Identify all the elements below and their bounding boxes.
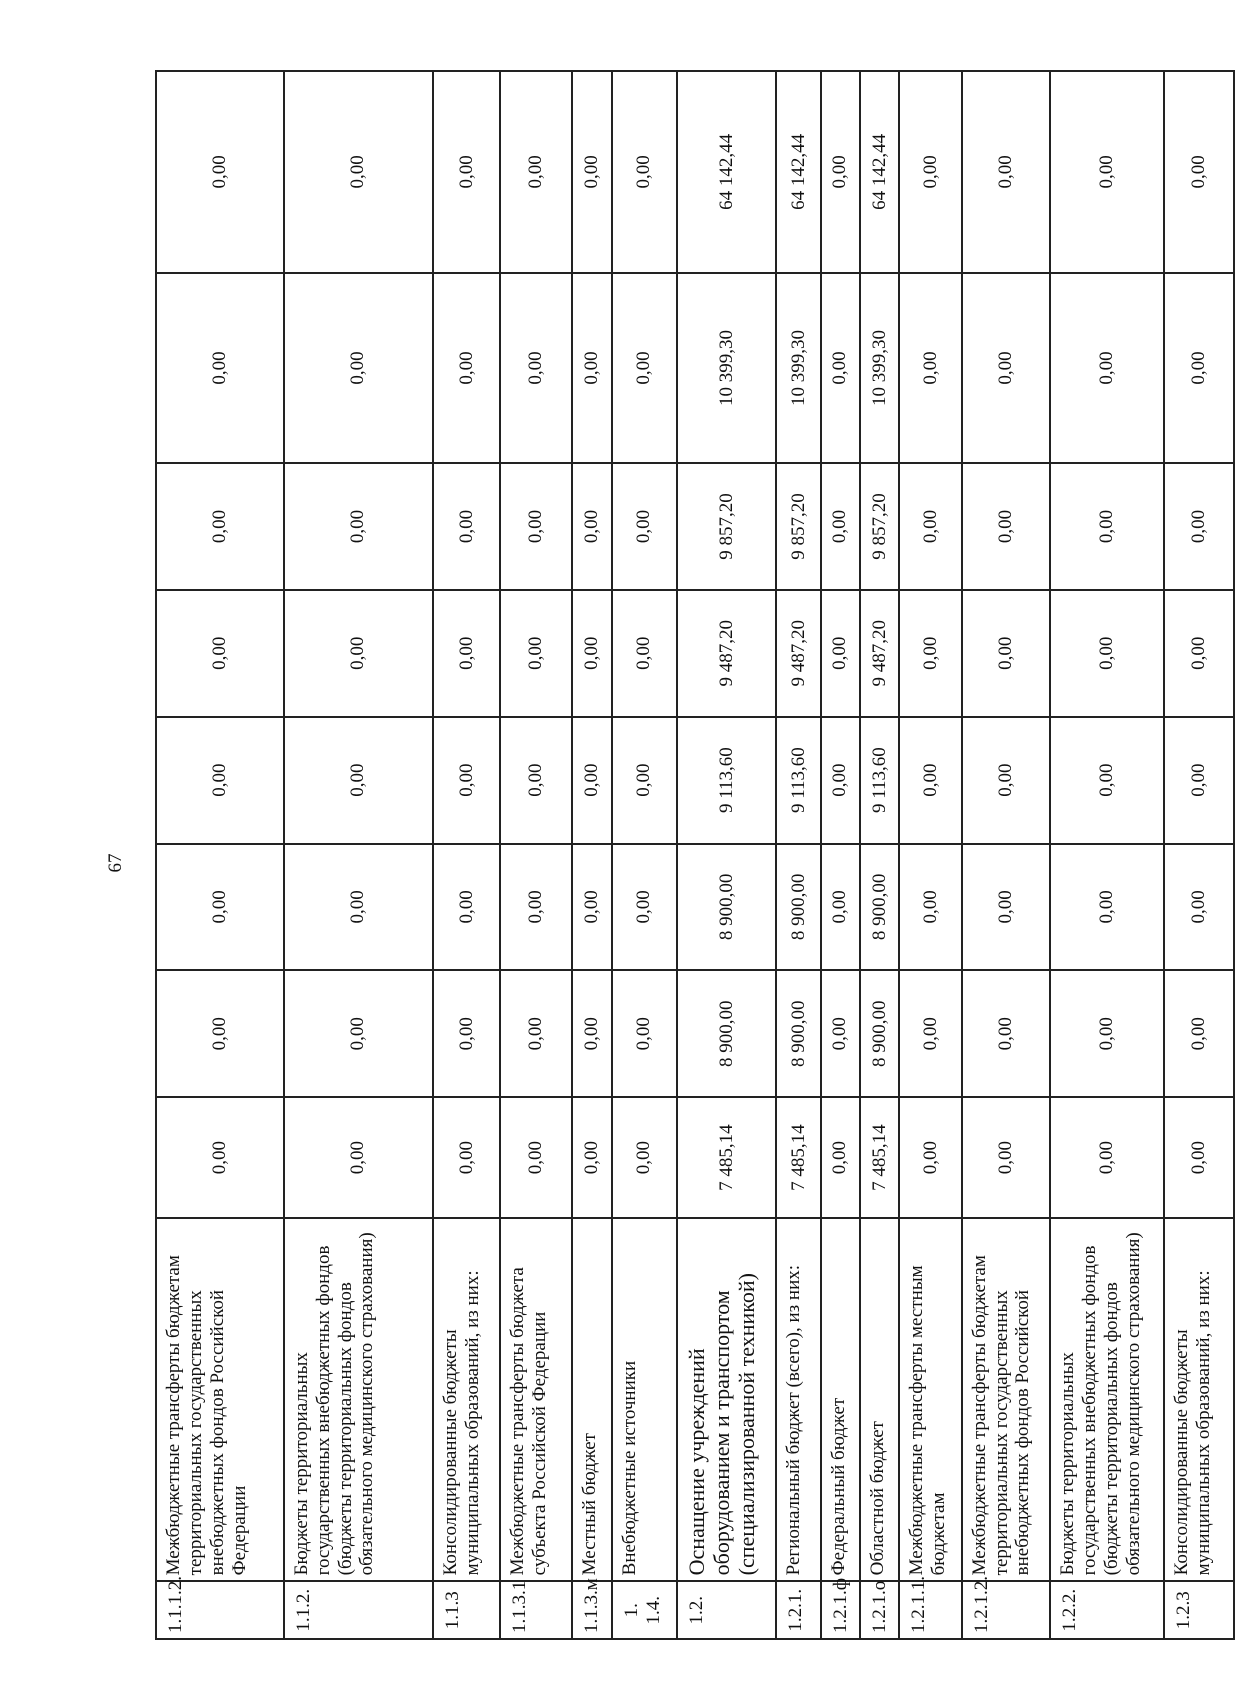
row-value-1: 0,00 <box>821 1097 860 1218</box>
row-value-8: 64 142,44 <box>677 71 777 273</box>
row-value-8: 0,00 <box>612 71 677 273</box>
row-value-3: 0,00 <box>156 844 284 971</box>
row-name: Бюджеты территориальных государственных внебюджетных фондов (бюджеты территориальных фондов обязательного медицинского страхования) <box>284 1218 433 1581</box>
row-value-6: 0,00 <box>500 463 572 590</box>
row-value-5: 0,00 <box>962 590 1050 717</box>
row-code: 1.2.1.1. <box>899 1581 961 1639</box>
row-value-7: 10 399,30 <box>860 273 899 463</box>
row-value-5: 0,00 <box>612 590 677 717</box>
row-value-3: 0,00 <box>612 844 677 971</box>
row-value-4: 0,00 <box>899 717 961 844</box>
row-value-1: 7 485,14 <box>776 1097 820 1218</box>
row-value-5: 0,00 <box>156 590 284 717</box>
row-value-1: 0,00 <box>433 1097 500 1218</box>
row-value-1: 0,00 <box>156 1097 284 1218</box>
row-value-2: 0,00 <box>284 970 433 1097</box>
row-code: 1.2.1. <box>776 1581 820 1639</box>
row-value-5: 9 487,20 <box>776 590 820 717</box>
row-value-3: 0,00 <box>572 844 611 971</box>
row-value-8: 0,00 <box>433 71 500 273</box>
table-row <box>899 71 961 1639</box>
row-value-8: 0,00 <box>821 71 860 273</box>
row-value-8: 64 142,44 <box>860 71 899 273</box>
row-value-4: 9 113,60 <box>776 717 820 844</box>
row-value-7: 0,00 <box>500 273 572 463</box>
row-code: 1.1.3.1 <box>500 1581 572 1639</box>
row-value-1: 7 485,14 <box>860 1097 899 1218</box>
table-row <box>156 71 284 1639</box>
row-value-6: 0,00 <box>1164 463 1234 590</box>
row-value-7: 0,00 <box>899 273 961 463</box>
row-value-5: 0,00 <box>1050 590 1164 717</box>
row-value-8: 0,00 <box>1164 71 1234 273</box>
row-value-2: 0,00 <box>899 970 961 1097</box>
row-value-2: 0,00 <box>433 970 500 1097</box>
row-value-6: 0,00 <box>572 463 611 590</box>
row-value-7: 0,00 <box>284 273 433 463</box>
row-value-5: 0,00 <box>899 590 961 717</box>
row-code: 1.2.3 <box>1164 1581 1234 1639</box>
table-row <box>433 71 500 1639</box>
row-value-5: 0,00 <box>433 590 500 717</box>
row-name: Областной бюджет <box>860 1218 899 1581</box>
row-value-5: 9 487,20 <box>860 590 899 717</box>
row-value-2: 8 900,00 <box>776 970 820 1097</box>
row-value-6: 0,00 <box>962 463 1050 590</box>
table-row <box>1164 71 1234 1639</box>
table-row <box>677 71 777 1639</box>
row-value-4: 0,00 <box>433 717 500 844</box>
row-value-3: 0,00 <box>433 844 500 971</box>
row-name: Федеральный бюджет <box>821 1218 860 1581</box>
row-value-3: 0,00 <box>1164 844 1234 971</box>
row-name: Внебюджетные источники <box>612 1218 677 1581</box>
row-value-2: 0,00 <box>500 970 572 1097</box>
row-value-4: 0,00 <box>821 717 860 844</box>
row-value-2: 0,00 <box>156 970 284 1097</box>
row-value-1: 0,00 <box>1164 1097 1234 1218</box>
row-value-8: 0,00 <box>572 71 611 273</box>
row-value-4: 0,00 <box>572 717 611 844</box>
row-value-2: 0,00 <box>1164 970 1234 1097</box>
row-code: 1.1.2. <box>284 1581 433 1639</box>
row-value-4: 0,00 <box>962 717 1050 844</box>
row-code: 1.1.3 <box>433 1581 500 1639</box>
row-name: Консолидированные бюджеты муниципальных образований, из них: <box>1164 1218 1234 1581</box>
row-value-3: 8 900,00 <box>677 844 777 971</box>
row-value-3: 0,00 <box>899 844 961 971</box>
row-value-3: 0,00 <box>500 844 572 971</box>
table-row <box>962 71 1050 1639</box>
row-name: Межбюджетные трансферты бюджетам территориальных государственных внебюджетных фондов Российской <box>962 1218 1050 1581</box>
row-value-7: 10 399,30 <box>677 273 777 463</box>
row-code: 1.2.1.2. <box>962 1581 1050 1639</box>
row-value-2: 8 900,00 <box>677 970 777 1097</box>
row-value-8: 0,00 <box>962 71 1050 273</box>
row-value-3: 0,00 <box>284 844 433 971</box>
row-code: 1.1.1.2. <box>156 1581 284 1639</box>
row-value-4: 0,00 <box>612 717 677 844</box>
row-value-4: 0,00 <box>1164 717 1234 844</box>
row-code: 1.2.2. <box>1050 1581 1164 1639</box>
row-value-1: 7 485,14 <box>677 1097 777 1218</box>
row-value-7: 0,00 <box>1050 273 1164 463</box>
row-value-6: 0,00 <box>284 463 433 590</box>
table-body <box>156 71 1234 1639</box>
table-row <box>572 71 611 1639</box>
row-value-4: 0,00 <box>500 717 572 844</box>
row-value-6: 0,00 <box>821 463 860 590</box>
row-value-8: 64 142,44 <box>776 71 820 273</box>
row-value-1: 0,00 <box>612 1097 677 1218</box>
budget-table <box>155 70 1235 1640</box>
row-value-2: 0,00 <box>572 970 611 1097</box>
row-value-8: 0,00 <box>1050 71 1164 273</box>
rotated-table-frame <box>155 70 1235 1640</box>
row-value-2: 0,00 <box>962 970 1050 1097</box>
row-value-6: 9 857,20 <box>860 463 899 590</box>
row-value-6: 0,00 <box>1050 463 1164 590</box>
row-value-7: 0,00 <box>962 273 1050 463</box>
row-value-1: 0,00 <box>899 1097 961 1218</box>
row-value-6: 9 857,20 <box>776 463 820 590</box>
row-value-2: 8 900,00 <box>860 970 899 1097</box>
row-value-4: 0,00 <box>156 717 284 844</box>
row-value-7: 10 399,30 <box>776 273 820 463</box>
row-value-4: 9 113,60 <box>677 717 777 844</box>
row-value-3: 0,00 <box>821 844 860 971</box>
row-value-4: 9 113,60 <box>860 717 899 844</box>
row-value-1: 0,00 <box>962 1097 1050 1218</box>
table-row <box>776 71 820 1639</box>
row-value-3: 8 900,00 <box>860 844 899 971</box>
row-value-6: 9 857,20 <box>677 463 777 590</box>
table-row <box>821 71 860 1639</box>
table-row <box>612 71 677 1639</box>
row-value-5: 0,00 <box>572 590 611 717</box>
row-name: Межбюджетные трансферты местным бюджетам <box>899 1218 961 1581</box>
row-code: 1.2.1.ф <box>821 1581 860 1639</box>
row-value-1: 0,00 <box>572 1097 611 1218</box>
row-value-7: 0,00 <box>821 273 860 463</box>
table-row <box>860 71 899 1639</box>
row-value-7: 0,00 <box>156 273 284 463</box>
row-value-3: 0,00 <box>962 844 1050 971</box>
row-code: 1. 1.4. <box>612 1581 677 1639</box>
row-value-6: 0,00 <box>899 463 961 590</box>
row-code: 1.2. <box>677 1581 777 1639</box>
row-code: 1.1.3.м <box>572 1581 611 1639</box>
row-value-3: 8 900,00 <box>776 844 820 971</box>
row-value-2: 0,00 <box>1050 970 1164 1097</box>
row-value-5: 0,00 <box>821 590 860 717</box>
row-value-6: 0,00 <box>433 463 500 590</box>
row-value-5: 0,00 <box>1164 590 1234 717</box>
row-code: 1.2.1.о <box>860 1581 899 1639</box>
row-value-3: 0,00 <box>1050 844 1164 971</box>
row-value-5: 0,00 <box>500 590 572 717</box>
row-value-1: 0,00 <box>284 1097 433 1218</box>
row-name: Консолидированные бюджеты муниципальных образований, из них: <box>433 1218 500 1581</box>
row-value-2: 0,00 <box>821 970 860 1097</box>
row-name: Региональный бюджет (всего), из них: <box>776 1218 820 1581</box>
row-value-8: 0,00 <box>899 71 961 273</box>
row-value-7: 0,00 <box>572 273 611 463</box>
row-value-8: 0,00 <box>284 71 433 273</box>
page-number: 67 <box>105 853 126 873</box>
row-value-1: 0,00 <box>1050 1097 1164 1218</box>
row-name: Местный бюджет <box>572 1218 611 1581</box>
row-value-7: 0,00 <box>433 273 500 463</box>
row-name: Межбюджетные трансферты бюджетам территориальных государственных внебюджетных фондов Российской Федерации <box>156 1218 284 1581</box>
row-name: Бюджеты территориальных государственных внебюджетных фондов (бюджеты территориальных фондов обязательного медицинского страхования) <box>1050 1218 1164 1581</box>
row-value-5: 9 487,20 <box>677 590 777 717</box>
row-value-2: 0,00 <box>612 970 677 1097</box>
row-value-1: 0,00 <box>500 1097 572 1218</box>
row-value-6: 0,00 <box>156 463 284 590</box>
row-name: Оснащение учреждений оборудованием и транспортом (специализированной техникой) <box>677 1218 777 1581</box>
table-row <box>284 71 433 1639</box>
table-row <box>500 71 572 1639</box>
row-value-7: 0,00 <box>612 273 677 463</box>
row-value-5: 0,00 <box>284 590 433 717</box>
row-name: Межбюджетные трансферты бюджета субъекта Российской Федерации <box>500 1218 572 1581</box>
row-value-6: 0,00 <box>612 463 677 590</box>
row-value-8: 0,00 <box>156 71 284 273</box>
row-value-4: 0,00 <box>1050 717 1164 844</box>
table-row <box>1050 71 1164 1639</box>
row-value-4: 0,00 <box>284 717 433 844</box>
row-value-8: 0,00 <box>500 71 572 273</box>
row-value-7: 0,00 <box>1164 273 1234 463</box>
